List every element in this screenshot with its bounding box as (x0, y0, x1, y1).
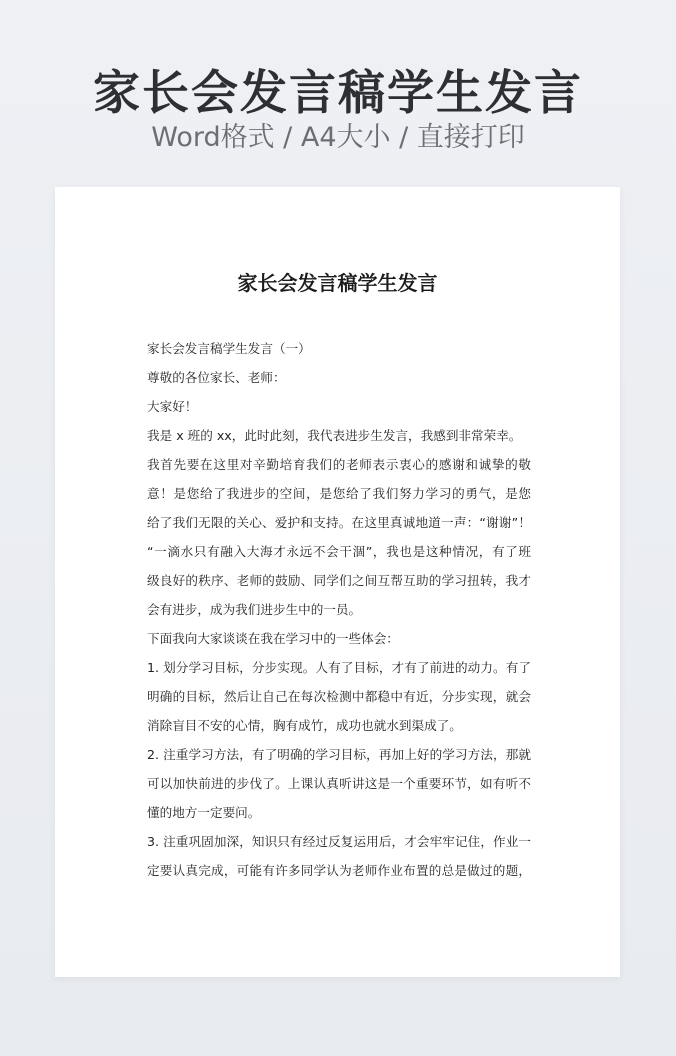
text-line: 级良好的秩序、老师的鼓励、同学们之间互帮互助的学习扭转，我才 (147, 573, 531, 588)
text-line: 3. 注重巩固加深，知识只有经过反复运用后，才会牢牢记住，作业一 (147, 834, 531, 849)
document-page (55, 187, 620, 977)
text-line: 大家好！ (147, 399, 198, 414)
text-line: “一滴水只有融入大海才永远不会干涸”，我也是这种情况，有了班 (147, 544, 531, 559)
header-banner (0, 0, 676, 186)
banner-subtitle: Word格式 / A4大小 / 直接打印 (151, 122, 525, 153)
text-line: 会有进步，成为我们进步生中的一员。 (147, 602, 362, 617)
text-line: 1. 划分学习目标，分步实现。人有了目标，才有了前进的动力。有了 (147, 660, 531, 675)
text-line: 我首先要在这里对辛勤培育我们的老师表示衷心的感谢和诚挚的敬 (147, 457, 531, 472)
text-line: 可以加快前进的步伐了。上课认真听讲这是一个重要环节，如有听不 (147, 776, 531, 791)
text-line: 明确的目标，然后让自己在每次检测中都稳中有近，分步实现，就会 (147, 689, 531, 704)
text-line: 懂的地方一定要问。 (147, 805, 261, 820)
text-line: 消除盲目不安的心情，胸有成竹，成功也就水到渠成了。 (147, 718, 462, 733)
text-line: 2. 注重学习方法，有了明确的学习目标，再加上好的学习方法，那就 (147, 747, 531, 762)
document-title: 家长会发言稿学生发言 (237, 271, 438, 295)
text-line: 家长会发言稿学生发言（一） (147, 341, 311, 356)
text-line: 尊敬的各位家长、老师： (147, 370, 286, 385)
banner-title: 家长会发言稿学生发言 (93, 66, 583, 121)
text-line: 下面我向大家谈谈在我在学习中的一些体会： (147, 631, 399, 646)
text-line: 意！是您给了我进步的空间，是您给了我们努力学习的勇气，是您 (147, 486, 531, 501)
text-line: 给了我们无限的关心、爱护和支持。在这里真诚地道一声：“谢谢”！ (147, 515, 531, 530)
text-line: 我是 x 班的 xx，此时此刻，我代表进步生发言，我感到非常荣幸。 (147, 428, 522, 443)
document-body (147, 334, 531, 885)
text-line: 定要认真完成，可能有许多同学认为老师作业布置的总是做过的题， (147, 863, 531, 878)
